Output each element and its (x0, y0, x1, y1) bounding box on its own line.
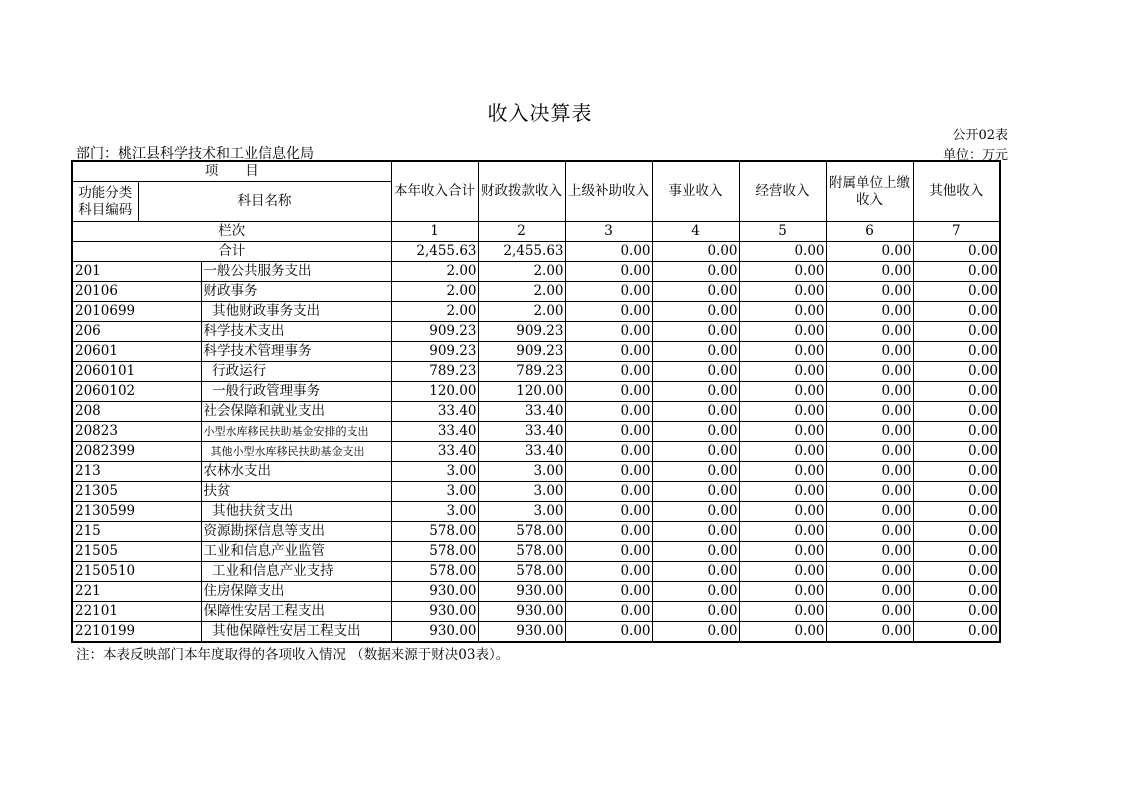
row-value: 0.00 (565, 542, 652, 562)
row-value: 0.00 (565, 302, 652, 322)
table-row (72, 422, 1000, 442)
row-value: 578.00 (391, 542, 478, 562)
row-value: 578.00 (478, 542, 565, 562)
table-row (72, 262, 1000, 282)
row-value: 0.00 (739, 482, 826, 502)
row-value: 0.00 (826, 422, 913, 442)
row-name: 科学技术支出 (201, 322, 391, 342)
row-value: 0.00 (652, 382, 739, 402)
row-value: 0.00 (565, 262, 652, 282)
row-value: 0.00 (565, 342, 652, 362)
row-value: 0.00 (739, 422, 826, 442)
col-num: 2 (478, 222, 565, 242)
header-col2: 财政拨款收入 (478, 161, 565, 222)
row-value: 0.00 (913, 562, 1000, 582)
row-value: 0.00 (739, 562, 826, 582)
row-value: 0.00 (652, 402, 739, 422)
row-value: 0.00 (739, 442, 826, 462)
row-value: 0.00 (913, 462, 1000, 482)
row-name: 保障性安居工程支出 (201, 602, 391, 622)
row-code: 221 (72, 582, 201, 602)
row-value: 33.40 (391, 442, 478, 462)
row-value: 0.00 (565, 462, 652, 482)
department-label: 部门：桃江县科学技术和工业信息化局 (76, 146, 314, 162)
table-row (72, 562, 1000, 582)
row-code: 2150510 (72, 562, 201, 582)
row-value: 0.00 (652, 422, 739, 442)
row-value: 0.00 (565, 282, 652, 302)
row-value: 0.00 (739, 582, 826, 602)
row-value: 2.00 (391, 262, 478, 282)
row-value: 0.00 (739, 282, 826, 302)
row-value: 0.00 (913, 342, 1000, 362)
row-value: 930.00 (478, 622, 565, 643)
row-value: 0.00 (565, 362, 652, 382)
row-code: 22101 (72, 602, 201, 622)
row-value: 0.00 (913, 382, 1000, 402)
row-value: 2.00 (478, 262, 565, 282)
row-code: 2082399 (72, 442, 201, 462)
row-value: 789.23 (391, 362, 478, 382)
row-value: 0.00 (826, 322, 913, 342)
row-value: 3.00 (478, 502, 565, 522)
row-value: 930.00 (478, 602, 565, 622)
row-name: 其他财政事务支出 (201, 302, 391, 322)
row-value: 0.00 (565, 502, 652, 522)
row-code: 20601 (72, 342, 201, 362)
row-value: 0.00 (826, 622, 913, 643)
table-row (72, 382, 1000, 402)
row-code: 2130599 (72, 502, 201, 522)
col-num: 6 (826, 222, 913, 242)
row-value: 0.00 (652, 342, 739, 362)
row-value: 0.00 (826, 482, 913, 502)
row-value: 0.00 (739, 362, 826, 382)
row-value: 0.00 (652, 362, 739, 382)
row-value: 0.00 (565, 582, 652, 602)
row-name: 行政运行 (201, 362, 391, 382)
row-value: 0.00 (565, 322, 652, 342)
row-value: 930.00 (391, 622, 478, 643)
row-value: 0.00 (739, 542, 826, 562)
row-value: 0.00 (739, 462, 826, 482)
row-value: 578.00 (391, 522, 478, 542)
row-value: 909.23 (391, 322, 478, 342)
row-code: 206 (72, 322, 201, 342)
report-title: 收入决算表 (487, 101, 593, 125)
row-value: 0.00 (826, 582, 913, 602)
row-code: 201 (72, 262, 201, 282)
row-value: 578.00 (478, 522, 565, 542)
row-name: 科学技术管理事务 (201, 342, 391, 362)
row-value: 0.00 (565, 442, 652, 462)
row-value: 0.00 (652, 582, 739, 602)
row-value: 0.00 (913, 622, 1000, 643)
row-code: 2060101 (72, 362, 201, 382)
row-value: 0.00 (826, 502, 913, 522)
row-name: 社会保障和就业支出 (201, 402, 391, 422)
row-value: 3.00 (391, 482, 478, 502)
header-subject-name: 科目名称 (138, 182, 391, 222)
row-value: 909.23 (478, 322, 565, 342)
table-row (72, 602, 1000, 622)
row-value: 909.23 (391, 342, 478, 362)
row-value: 578.00 (478, 562, 565, 582)
total-value: 2,455.63 (478, 242, 565, 262)
col-num: 5 (739, 222, 826, 242)
row-value: 909.23 (478, 342, 565, 362)
row-value: 0.00 (913, 262, 1000, 282)
row-value: 0.00 (913, 362, 1000, 382)
row-name: 财政事务 (201, 282, 391, 302)
header-project: 项 目 (72, 161, 391, 182)
row-name: 资源勘探信息等支出 (201, 522, 391, 542)
income-table (71, 160, 1001, 643)
total-label: 合计 (72, 242, 391, 262)
row-value: 0.00 (913, 482, 1000, 502)
row-value: 2.00 (478, 282, 565, 302)
row-value: 0.00 (913, 602, 1000, 622)
row-value: 33.40 (478, 422, 565, 442)
row-value: 0.00 (652, 482, 739, 502)
row-value: 0.00 (565, 382, 652, 402)
row-name: 一般公共服务支出 (201, 262, 391, 282)
row-value: 120.00 (478, 382, 565, 402)
row-value: 0.00 (826, 262, 913, 282)
total-value: 0.00 (565, 242, 652, 262)
row-name: 工业和信息产业支持 (201, 562, 391, 582)
row-value: 0.00 (913, 442, 1000, 462)
col-num: 3 (565, 222, 652, 242)
row-value: 0.00 (565, 562, 652, 582)
row-value: 0.00 (913, 542, 1000, 562)
row-code: 20106 (72, 282, 201, 302)
row-value: 0.00 (739, 342, 826, 362)
row-name: 扶贫 (201, 482, 391, 502)
row-value: 2.00 (391, 282, 478, 302)
row-value: 2.00 (391, 302, 478, 322)
row-value: 0.00 (913, 282, 1000, 302)
row-value: 0.00 (913, 582, 1000, 602)
row-value: 0.00 (652, 262, 739, 282)
total-value: 0.00 (826, 242, 913, 262)
header-col4: 事业收入 (652, 161, 739, 222)
table-row (72, 402, 1000, 422)
row-value: 33.40 (391, 402, 478, 422)
row-value: 930.00 (391, 602, 478, 622)
row-value: 0.00 (826, 382, 913, 402)
row-value: 0.00 (739, 622, 826, 643)
table-row (72, 482, 1000, 502)
table-row (72, 502, 1000, 522)
col-num: 1 (391, 222, 478, 242)
row-code: 213 (72, 462, 201, 482)
row-value: 33.40 (391, 422, 478, 442)
row-value: 0.00 (826, 282, 913, 302)
row-value: 3.00 (391, 502, 478, 522)
row-value: 0.00 (565, 402, 652, 422)
row-value: 33.40 (478, 402, 565, 422)
row-name: 其他小型水库移民扶助基金支出 (201, 442, 391, 462)
row-value: 0.00 (652, 282, 739, 302)
row-code: 208 (72, 402, 201, 422)
row-value: 0.00 (652, 462, 739, 482)
row-value: 120.00 (391, 382, 478, 402)
form-code: 公开02表 (952, 128, 1008, 143)
header-col6: 附属单位上缴收入 (826, 161, 913, 222)
row-value: 0.00 (739, 262, 826, 282)
table-row (72, 542, 1000, 562)
total-value: 2,455.63 (391, 242, 478, 262)
row-value: 0.00 (913, 322, 1000, 342)
row-name: 住房保障支出 (201, 582, 391, 602)
row-name: 其他保障性安居工程支出 (201, 622, 391, 643)
row-value: 33.40 (478, 442, 565, 462)
table-row (72, 322, 1000, 342)
row-value: 0.00 (913, 422, 1000, 442)
lanci-label: 栏次 (72, 222, 391, 242)
row-value: 0.00 (913, 522, 1000, 542)
row-value: 578.00 (391, 562, 478, 582)
row-value: 0.00 (739, 322, 826, 342)
row-code: 215 (72, 522, 201, 542)
col-num: 4 (652, 222, 739, 242)
row-value: 0.00 (739, 382, 826, 402)
row-value: 0.00 (826, 342, 913, 362)
total-value: 0.00 (739, 242, 826, 262)
row-value: 0.00 (652, 522, 739, 542)
total-value: 0.00 (913, 242, 1000, 262)
table-row (72, 302, 1000, 322)
table-row (72, 442, 1000, 462)
header-col3: 上级补助收入 (565, 161, 652, 222)
row-value: 0.00 (826, 542, 913, 562)
col-num: 7 (913, 222, 1000, 242)
row-value: 0.00 (652, 622, 739, 643)
row-value: 0.00 (652, 302, 739, 322)
row-code: 2210199 (72, 622, 201, 643)
row-value: 0.00 (826, 302, 913, 322)
row-value: 0.00 (826, 522, 913, 542)
row-value: 0.00 (652, 322, 739, 342)
unit-label: 单位：万元 (942, 148, 1008, 163)
row-code: 21505 (72, 542, 201, 562)
row-value: 0.00 (652, 502, 739, 522)
row-value: 0.00 (739, 522, 826, 542)
row-value: 0.00 (565, 522, 652, 542)
table-row (72, 582, 1000, 602)
header-col7: 其他收入 (913, 161, 1000, 222)
row-name: 农林水支出 (201, 462, 391, 482)
table-row (72, 622, 1000, 643)
row-value: 0.00 (826, 402, 913, 422)
row-code: 2060102 (72, 382, 201, 402)
row-value: 0.00 (739, 602, 826, 622)
row-value: 0.00 (652, 542, 739, 562)
row-value: 930.00 (391, 582, 478, 602)
row-value: 2.00 (478, 302, 565, 322)
row-value: 0.00 (826, 602, 913, 622)
row-value: 0.00 (652, 442, 739, 462)
row-value: 789.23 (478, 362, 565, 382)
row-value: 0.00 (565, 622, 652, 643)
total-row (72, 242, 1000, 262)
lanci-row (72, 222, 1000, 242)
row-value: 0.00 (565, 602, 652, 622)
row-value: 3.00 (478, 482, 565, 502)
row-code: 21305 (72, 482, 201, 502)
row-code: 2010699 (72, 302, 201, 322)
table-row (72, 362, 1000, 382)
header-col5: 经营收入 (739, 161, 826, 222)
row-value: 3.00 (478, 462, 565, 482)
row-value: 0.00 (913, 302, 1000, 322)
table-row (72, 282, 1000, 302)
table-row (72, 522, 1000, 542)
row-value: 0.00 (826, 362, 913, 382)
row-value: 0.00 (913, 402, 1000, 422)
row-name: 小型水库移民扶助基金安排的支出 (201, 422, 391, 442)
row-value: 930.00 (478, 582, 565, 602)
row-code: 20823 (72, 422, 201, 442)
row-name: 工业和信息产业监管 (201, 542, 391, 562)
row-value: 0.00 (913, 502, 1000, 522)
header-func-code: 功能分类科目编码 (72, 182, 138, 222)
row-value: 0.00 (565, 482, 652, 502)
row-name: 其他扶贫支出 (201, 502, 391, 522)
row-value: 0.00 (739, 302, 826, 322)
row-value: 0.00 (652, 562, 739, 582)
table-row (72, 342, 1000, 362)
row-value: 0.00 (565, 422, 652, 442)
footnote: 注：本表反映部门本年度取得的各项收入情况 （数据来源于财决03表）。 (76, 647, 510, 663)
row-value: 0.00 (652, 602, 739, 622)
row-value: 3.00 (391, 462, 478, 482)
row-value: 0.00 (739, 402, 826, 422)
row-name: 一般行政管理事务 (201, 382, 391, 402)
header-col1: 本年收入合计 (391, 161, 478, 222)
table-row (72, 462, 1000, 482)
row-value: 0.00 (826, 462, 913, 482)
total-value: 0.00 (652, 242, 739, 262)
row-value: 0.00 (826, 442, 913, 462)
row-value: 0.00 (739, 502, 826, 522)
row-value: 0.00 (826, 562, 913, 582)
